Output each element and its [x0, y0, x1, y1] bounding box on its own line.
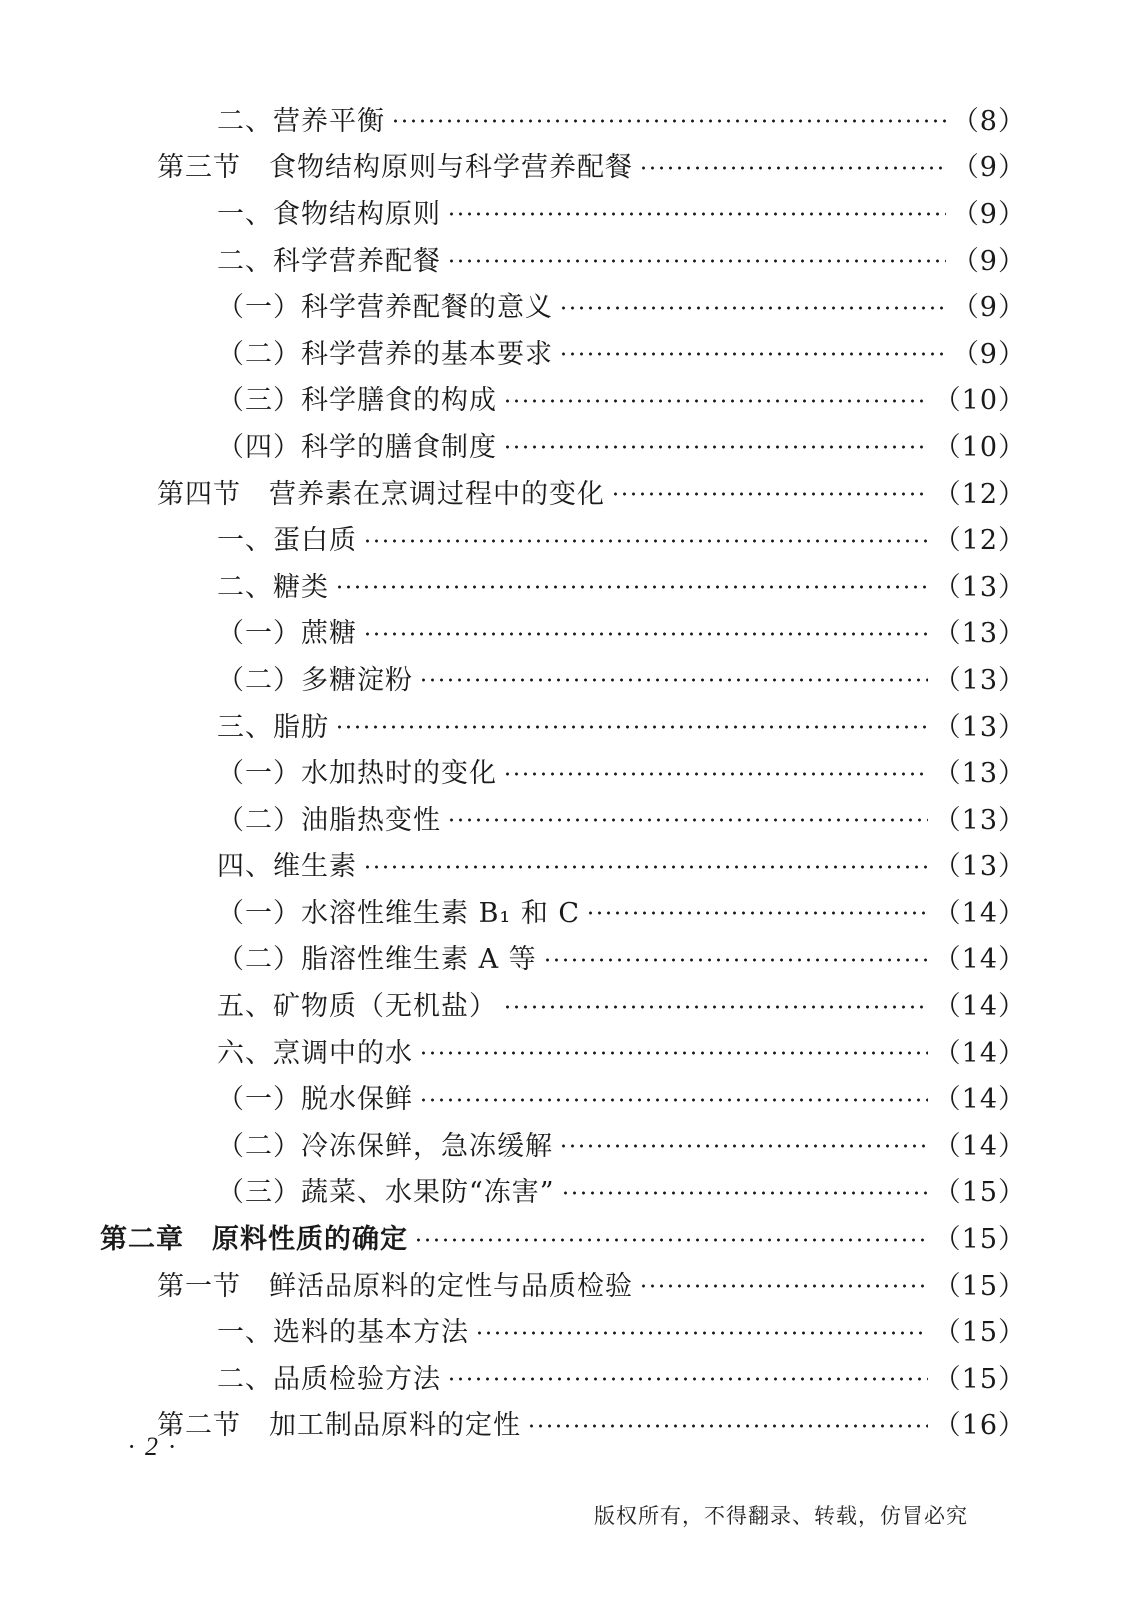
toc-entry-sub	[0, 934, 1131, 981]
toc-entry-title: （二）科学营养的基本要求	[217, 338, 553, 370]
toc-entry-item	[0, 701, 1131, 748]
toc-leader-dots	[419, 678, 928, 682]
toc-entry-title: 一、选料的基本方法	[217, 1317, 469, 1349]
toc-entry-title: （一）科学营养配餐的意义	[217, 292, 553, 324]
toc-entry-sub	[0, 794, 1131, 841]
toc-entry-section	[0, 142, 1131, 189]
toc-entry-sub	[0, 747, 1131, 794]
toc-entry-page: （14）	[933, 897, 1026, 929]
toc-entry-page: （12）	[933, 525, 1026, 557]
toc-entry-page: （15）	[933, 1317, 1026, 1349]
toc-leader-dots	[611, 492, 928, 496]
toc-entry-title: （三）蔬菜、水果防“冻害”	[217, 1177, 555, 1209]
toc-leader-dots	[586, 911, 928, 915]
toc-entry-title: （二）脂溶性维生素 A 等	[217, 944, 537, 976]
toc-leader-dots	[503, 445, 928, 449]
toc-entry-page: （15）	[933, 1224, 1026, 1256]
toc-entry-section	[0, 1260, 1131, 1307]
toc-entry-page: （14）	[933, 1037, 1026, 1069]
toc-entry-title: 四、维生素	[217, 851, 357, 883]
toc-leader-dots	[335, 725, 928, 729]
toc-leader-dots	[503, 772, 928, 776]
toc-leader-dots	[363, 865, 928, 869]
toc-leader-dots	[447, 818, 928, 822]
toc-leader-dots	[561, 1191, 928, 1195]
toc-entry-page: （9）	[951, 338, 1026, 370]
toc-leader-dots	[363, 632, 928, 636]
toc-entry-page: （13）	[933, 711, 1026, 743]
toc-leader-dots	[475, 1331, 928, 1335]
toc-entry-page: （9）	[951, 245, 1026, 277]
toc-entry-title: 六、烹调中的水	[217, 1037, 413, 1069]
toc-entry-page: （9）	[951, 152, 1026, 184]
toc-entry-page: （14）	[933, 1084, 1026, 1116]
toc-entry-title: 第二节 加工制品原料的定性	[157, 1410, 521, 1442]
toc-entry-sub	[0, 421, 1131, 468]
toc-entry-page: （15）	[933, 1177, 1026, 1209]
toc-entry-page: （12）	[933, 478, 1026, 510]
toc-entry-page: （10）	[933, 385, 1026, 417]
toc-entry-title: 二、科学营养配餐	[217, 245, 441, 277]
toc-leader-dots	[503, 399, 928, 403]
toc-entry-title: （四）科学的膳食制度	[217, 431, 497, 463]
toc-entry-item	[0, 95, 1131, 142]
toc-leader-dots	[447, 212, 946, 216]
toc-entry-sub	[0, 887, 1131, 934]
toc-entry-page: （8）	[951, 105, 1026, 137]
toc-entry-title: 二、糖类	[217, 571, 329, 603]
toc-entry-title: （二）冷冻保鲜，急冻缓解	[217, 1130, 553, 1162]
toc-entry-title: （二）多糖淀粉	[217, 664, 413, 696]
toc-leader-dots	[503, 1005, 928, 1009]
toc-entry-page: （13）	[933, 664, 1026, 696]
toc-leader-dots	[527, 1424, 928, 1428]
toc-entry-item	[0, 841, 1131, 888]
toc-entry-title: 一、蛋白质	[217, 525, 357, 557]
toc-entry-title: 二、营养平衡	[217, 105, 385, 137]
toc-entry-title: （一）水溶性维生素 B₁ 和 C	[217, 897, 581, 929]
toc-entry-page: （15）	[933, 1363, 1026, 1395]
toc-entry-sub	[0, 608, 1131, 655]
toc-leader-dots	[447, 1377, 928, 1381]
toc-entry-item	[0, 980, 1131, 1027]
toc-entry-title: 第一节 鲜活品原料的定性与品质检验	[157, 1270, 633, 1302]
toc-entry-page: （15）	[933, 1270, 1026, 1302]
toc-entry-title: （一）脱水保鲜	[217, 1084, 413, 1116]
toc-entry-page: （14）	[933, 944, 1026, 976]
toc-leader-dots	[419, 1098, 928, 1102]
toc-entry-sub	[0, 375, 1131, 422]
toc-entry-page: （13）	[933, 618, 1026, 650]
toc-entry-sub	[0, 328, 1131, 375]
toc-entry-title: 第三节 食物结构原则与科学营养配餐	[157, 152, 633, 184]
toc-entry-item	[0, 1306, 1131, 1353]
toc-entry-item	[0, 235, 1131, 282]
toc-entry-title: （二）油脂热变性	[217, 804, 441, 836]
toc-entry-page: （13）	[933, 758, 1026, 790]
toc-entry-item	[0, 1027, 1131, 1074]
toc-entry-section	[0, 468, 1131, 515]
toc-entry-page: （16）	[933, 1410, 1026, 1442]
toc-leader-dots	[639, 166, 946, 170]
toc-entry-page: （10）	[933, 431, 1026, 463]
page-number: · 2 ·	[128, 1432, 177, 1461]
toc-entry-item	[0, 1353, 1131, 1400]
toc-entry-sub	[0, 1120, 1131, 1167]
toc-entry-page: （13）	[933, 851, 1026, 883]
toc-entry-page: （14）	[933, 1130, 1026, 1162]
toc-leader-dots	[335, 585, 928, 589]
toc-entry-title: （三）科学膳食的构成	[217, 385, 497, 417]
toc-entry-title: 五、矿物质（无机盐）	[217, 991, 497, 1023]
copyright-notice: 版权所有，不得翻录、转载，仿冒必究	[594, 1504, 968, 1528]
toc-entry-item	[0, 188, 1131, 235]
toc-entry-title: 第四节 营养素在烹调过程中的变化	[157, 478, 605, 510]
toc-entry-page: （9）	[951, 198, 1026, 230]
toc-leader-dots	[414, 1238, 928, 1242]
toc-leader-dots	[391, 119, 946, 123]
toc-entry-page: （14）	[933, 991, 1026, 1023]
toc-entry-sub	[0, 1167, 1131, 1214]
toc-leader-dots	[559, 352, 946, 356]
toc-leader-dots	[543, 958, 928, 962]
toc-entry-sub	[0, 1073, 1131, 1120]
toc-entry-title: （一）水加热时的变化	[217, 758, 497, 790]
toc-entry-title: 一、食物结构原则	[217, 198, 441, 230]
toc-entry-item	[0, 514, 1131, 561]
toc-entry-page: （13）	[933, 571, 1026, 603]
toc-leader-dots	[419, 1051, 928, 1055]
toc-entry-chapter	[0, 1213, 1131, 1260]
toc-leader-dots	[559, 306, 946, 310]
toc-leader-dots	[447, 259, 946, 263]
toc-leader-dots	[639, 1284, 928, 1288]
toc-entry-sub	[0, 281, 1131, 328]
toc-entry-page: （13）	[933, 804, 1026, 836]
table-of-contents	[0, 95, 1131, 1446]
toc-entry-page: （9）	[951, 292, 1026, 324]
toc-entry-title: 二、品质检验方法	[217, 1363, 441, 1395]
toc-entry-title: 三、脂肪	[217, 711, 329, 743]
toc-leader-dots	[559, 1144, 928, 1148]
toc-entry-title: （一）蔗糖	[217, 618, 357, 650]
toc-entry-sub	[0, 654, 1131, 701]
toc-leader-dots	[363, 539, 928, 543]
toc-entry-title: 第二章 原料性质的确定	[100, 1224, 408, 1256]
toc-entry-item	[0, 561, 1131, 608]
